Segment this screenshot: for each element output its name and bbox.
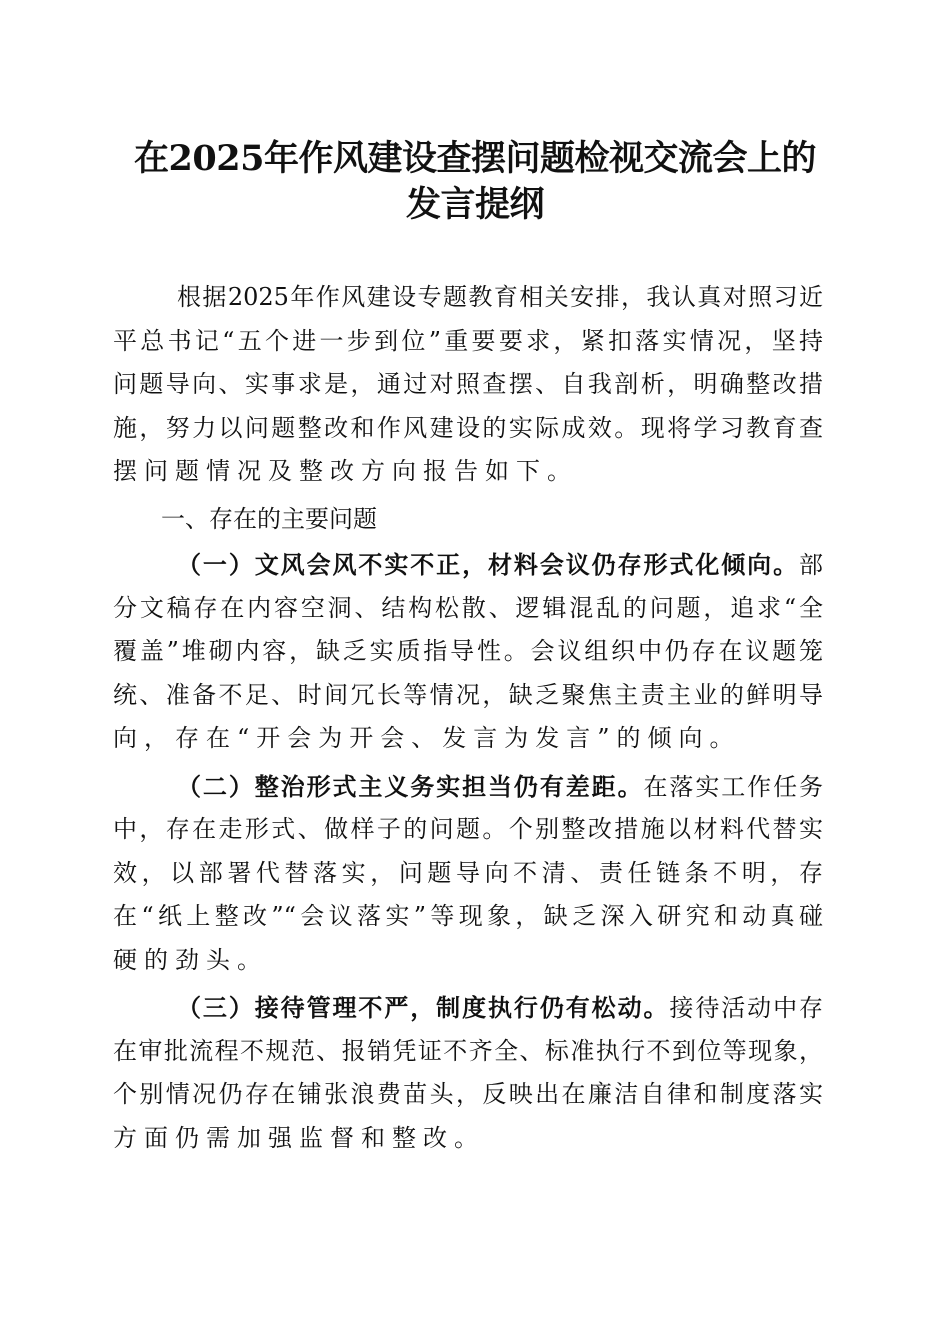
- paragraph-line: 覆盖”堆砌内容，缺乏实质指导性。会议组织中仍存在议题笼: [113, 637, 823, 665]
- title-line-2: 发言提纲: [405, 184, 544, 225]
- title-line-1: 在2025年作风建设查摆问题检视交流会上的: [134, 138, 816, 179]
- paragraph-line: 根据2025年作风建设专题教育相关安排，我认真对照习近: [177, 283, 823, 311]
- paragraph-line: 摆问题情况及整改方向报告如下。: [113, 457, 578, 485]
- issue-text: 在落实工作任务: [643, 772, 823, 801]
- paragraph-line: [113, 986, 823, 1030]
- document-body: [113, 276, 823, 1164]
- paragraph-line: 在“纸上整改”“会议落实”等现象，缺乏深入研究和动真碰: [113, 902, 823, 930]
- issue-text: 部: [799, 551, 823, 579]
- paragraph-line: 个别情况仍存在铺张浪费苗头，反映出在廉洁自律和制度落实: [113, 1080, 823, 1108]
- paragraph-line: 向，存在“开会为开会、发言为发言”的倾向。: [113, 724, 741, 752]
- paragraph-line: 方面仍需加强监督和整改。: [113, 1123, 485, 1152]
- paragraph-line: [113, 543, 823, 587]
- paragraph-line: 在审批流程不规范、报销凭证不齐全、标准执行不到位等现象，: [113, 1036, 823, 1065]
- paragraph-line: 分文稿存在内容空洞、结构松散、逻辑混乱的问题，追求“全: [113, 593, 823, 622]
- paragraph-line: [113, 765, 823, 809]
- issue-lead-sentence: （一）文风会风不实不正，材料会议仍存形式化倾向。: [177, 550, 799, 579]
- section-heading: 一、存在的主要问题: [161, 504, 377, 533]
- document-title: [0, 136, 950, 228]
- intro-paragraph: [113, 276, 823, 494]
- paragraph-line: 硬的劲头。: [113, 945, 268, 974]
- issue-text: 接待活动中存: [669, 994, 824, 1022]
- issue-paragraph: [113, 986, 823, 1160]
- issue-lead-sentence: （二）整治形式主义务实担当仍有差距。: [177, 771, 644, 801]
- issue-paragraph: [113, 543, 823, 761]
- issue-lead-sentence: （三）接待管理不严，制度执行仍有松动。: [177, 993, 670, 1022]
- paragraph-line: 平总书记“五个进一步到位”重要要求，紧扣落实情况，坚持: [113, 326, 823, 355]
- issue-paragraph: [113, 765, 823, 983]
- paragraph-line: 统、准备不足、时间冗长等情况，缺乏聚焦主责主业的鲜明导: [113, 680, 823, 709]
- paragraph-line: 效，以部署代替落实，问题导向不清、责任链条不明，存: [113, 858, 823, 887]
- paragraph-line: 问题导向、实事求是，通过对照查摆、自我剖析，明确整改措: [113, 370, 823, 398]
- paragraph-line: 中，存在走形式、做样子的问题。个别整改措施以材料代替实: [113, 815, 823, 843]
- paragraph-line: 施，努力以问题整改和作风建设的实际成效。现将学习教育查: [113, 413, 823, 442]
